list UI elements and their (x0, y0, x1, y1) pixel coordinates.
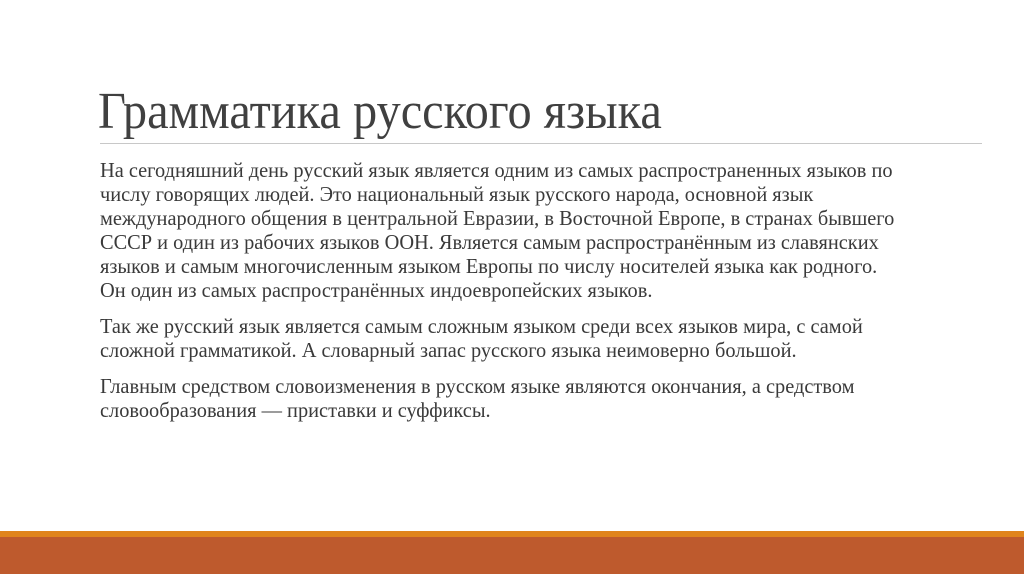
text-line: Главным средством словоизменения в русском языке являются окончания, а средством (100, 374, 855, 398)
text-line: Он один из самых распространённых индоевропейских языков. (100, 278, 653, 302)
text-line: сложной грамматикой. А словарный запас русского языка неимоверно большой. (100, 338, 797, 362)
text-line: числу говорящих людей. Это национальный язык русского народа, основной язык (100, 182, 814, 206)
text-line: Так же русский язык является самым сложным языком среди всех языков мира, с самой (100, 314, 863, 338)
text-line: языков и самым многочисленным языком Европы по числу носителей языка как родного. (100, 254, 878, 278)
paragraph-1 (100, 158, 1000, 302)
text-line: СССР и один из рабочих языков ООН. Является самым распространённым из славянских (100, 230, 879, 254)
title-divider (100, 143, 982, 144)
slide-body (100, 158, 1000, 434)
paragraph-3 (100, 374, 1000, 422)
text-line: словообразования — приставки и суффиксы. (100, 398, 491, 422)
text-line: На сегодняшний день русский язык является одним из самых распространенных языков по (100, 158, 893, 182)
slide-title: Грамматика русского языка (98, 83, 662, 140)
text-line: международного общения в центральной Евразии, в Восточной Европе, в странах бывшего (100, 206, 895, 230)
footer-band (0, 537, 1024, 574)
paragraph-2 (100, 314, 1000, 362)
